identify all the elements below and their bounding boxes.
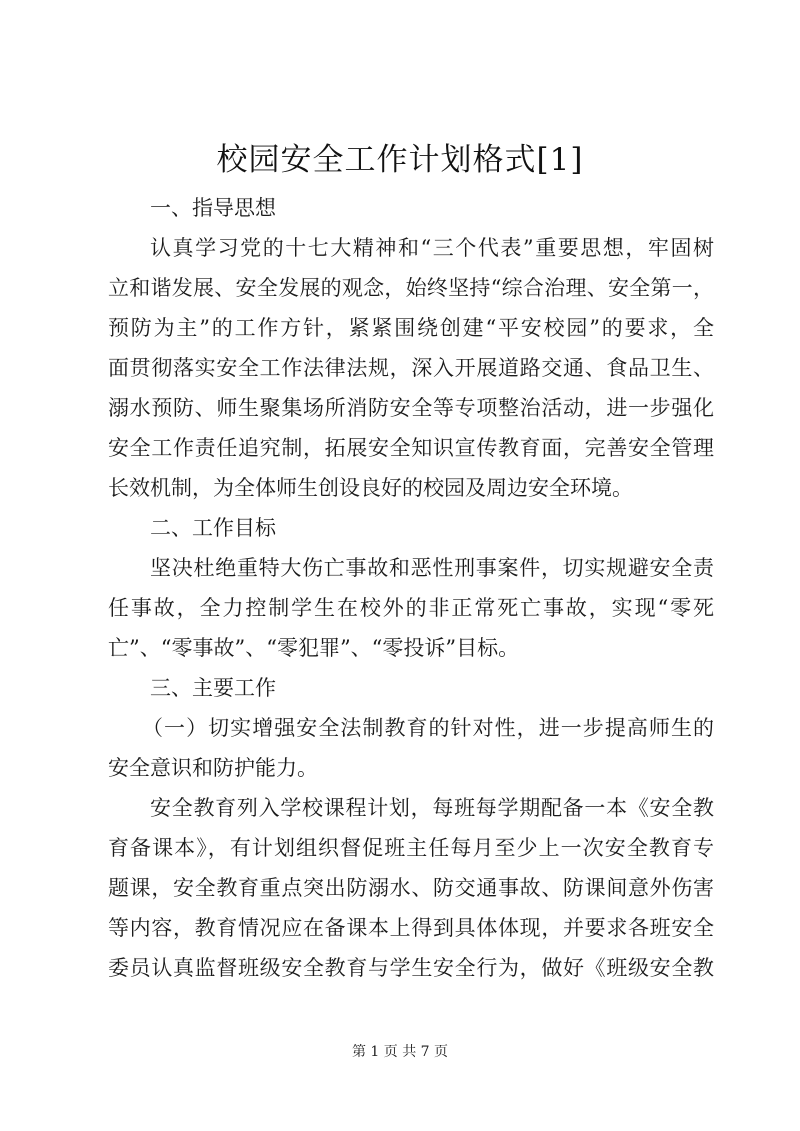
paragraph-line: 认真学习党的十七大精神和“三个代表”重要思想，牢固树 [150, 236, 714, 260]
document-title: 校园安全工作计划格式[1] [216, 142, 584, 178]
paragraph-line: 题课，安全教育重点突出防溺水、防交通事故、防课间意外伤害 [108, 876, 714, 900]
subheading-line: （一）切实增强安全法制教育的针对性，进一步提高师生的 [142, 716, 714, 740]
paragraph-line: 溺水预防、师生聚集场所消防安全等专项整治活动，进一步强化 [108, 396, 714, 420]
page-number-footer: 第 1 页 共 7 页 [351, 1044, 449, 1060]
paragraph-line: 委员认真监督班级安全教育与学生安全行为，做好《班级安全教 [108, 956, 714, 980]
paragraph-line: 坚决杜绝重特大伤亡事故和恶性刑事案件，切实规避安全责 [150, 556, 714, 580]
paragraph-line: 预防为主”的工作方针，紧紧围绕创建“平安校园”的要求，全 [108, 316, 714, 340]
section-heading-guiding-ideology: 一、指导思想 [150, 196, 276, 220]
subheading-line: 安全意识和防护能力。 [108, 756, 318, 780]
paragraph-line: 立和谐发展、安全发展的观念，始终坚持“综合治理、安全第一， [108, 276, 714, 300]
document-body [108, 188, 714, 988]
paragraph-line: 长效机制，为全体师生创设良好的校园及周边安全环境。 [108, 476, 633, 500]
paragraph-line: 育备课本》，有计划组织督促班主任每月至少上一次安全教育专 [108, 836, 714, 860]
section-heading-main-work: 三、主要工作 [150, 676, 276, 700]
paragraph-line: 安全教育列入学校课程计划，每班每学期配备一本《安全教 [150, 796, 714, 820]
paragraph-line: 安全工作责任追究制，拓展安全知识宣传教育面，完善安全管理 [108, 436, 714, 460]
paragraph-line: 任事故，全力控制学生在校外的非正常死亡事故，实现“零死 [108, 596, 714, 620]
paragraph-line: 等内容，教育情况应在备课本上得到具体体现，并要求各班安全 [108, 916, 714, 940]
paragraph-line: 亡”、“零事故”、“零犯罪”、“零投诉”目标。 [108, 636, 520, 660]
paragraph-line: 面贯彻落实安全工作法律法规，深入开展道路交通、食品卫生、 [108, 356, 714, 380]
section-heading-work-goals: 二、工作目标 [150, 516, 276, 540]
